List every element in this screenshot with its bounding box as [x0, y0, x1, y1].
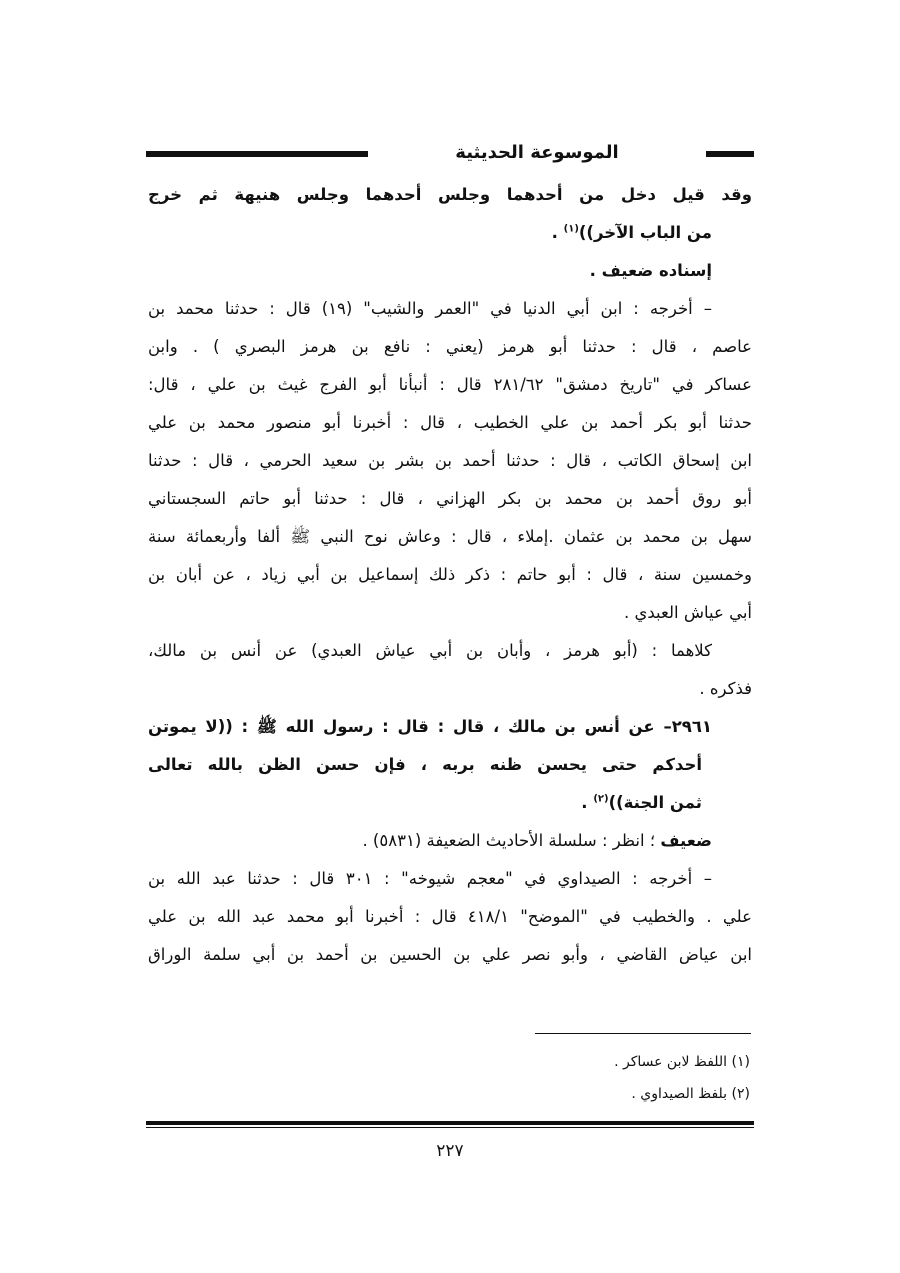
footer-rule-thick — [146, 1121, 754, 1125]
footer-rule-thin — [146, 1127, 754, 1128]
footnotes — [150, 1046, 750, 1110]
running-header — [146, 142, 754, 166]
grading-line — [148, 822, 752, 860]
text-line: – أخرجه : الصيداوي في "معجم شيوخه" : ٣٠١ قال : حدثنا عبد الله بن — [148, 869, 712, 888]
text-line: أبي عياش العبدي . — [623, 603, 752, 622]
text-line — [148, 214, 752, 252]
text-line: حدثنا أبو بكر أحمد بن علي الخطيب ، قال : أخبرنا أبو منصور محمد بن علي — [148, 413, 752, 432]
grading-line: إسناده ضعيف . — [589, 261, 712, 280]
main-text — [148, 176, 752, 974]
text-line: – أخرجه : ابن أبي الدنيا في "العمر والشيب" (١٩) قال : حدثنا محمد بن — [148, 299, 712, 318]
page-number: ٢٢٧ — [436, 1141, 464, 1161]
hadith-text: أحدكم حتى يحسن ظنه بربه ، فإن حسن الظن بالله تعالى — [148, 755, 702, 774]
text-line: علي . والخطيب في "الموضح" ٤١٨/١ قال : أخبرنا أبو محمد عبد الله بن علي — [148, 907, 752, 926]
footnote-ref-2[interactable]: (٢) — [593, 793, 609, 805]
text-line: عاصم ، قال : حدثنا أبو هرمز (يعني : نافع بن هرمز البصري ) . وابن — [148, 337, 752, 356]
hadith-heading: ٢٩٦١– عن أنس بن مالك ، قال : قال : رسول الله ﷺ : ((لا يموتن — [148, 717, 712, 736]
header-rule-right — [706, 151, 754, 157]
header-rule-left — [146, 151, 368, 157]
text-line: فذكره . — [699, 679, 752, 698]
footnote-separator — [535, 1033, 751, 1034]
footnote-1: (١) اللفظ لابن عساكر . — [614, 1054, 750, 1070]
hadith-text: ثمن الجنة)) — [608, 793, 702, 812]
hadith-text: من الباب الآخر)) — [578, 223, 712, 242]
footnote-ref-1[interactable]: (١) — [563, 223, 579, 235]
header-title: الموسوعة الحديثية — [455, 142, 619, 163]
text-line: وخمسين سنة ، قال : أبو حاتم : ذكر ذلك إسماعيل بن أبي زياد ، عن أبان بن — [148, 565, 752, 584]
text-line: وقد قيل دخل من أحدهما وجلس أحدهما وجلس هنيهة ثم خرج — [148, 185, 752, 204]
text-line: ابن إسحاق الكاتب ، قال : حدثنا أحمد بن بشر بن سعيد الحرمي ، قال : حدثنا — [148, 451, 752, 470]
text-line: كلاهما : (أبو هرمز ، وأبان بن أبي عياش العبدي) عن أنس بن مالك، — [148, 641, 712, 660]
grading-reference: ؛ انظر : سلسلة الأحاديث الضعيفة (٥٨٣١) . — [362, 831, 656, 850]
line-end: . — [581, 793, 594, 812]
text-line: ابن عياض القاضي ، وأبو نصر علي بن الحسين بن أحمد بن أبي سلمة الوراق — [148, 945, 752, 964]
grading-label: ضعيف — [660, 831, 712, 850]
footnote-2: (٢) بلفظ الصيداوي . — [631, 1086, 750, 1102]
text-line — [148, 784, 752, 822]
text-line: عساكر في "تاريخ دمشق" ٢٨١/٦٢ قال : أنبأنا أبو الفرج غيث بن علي ، قال: — [148, 375, 752, 394]
text-line: أبو روق أحمد بن محمد بن بكر الهزاني ، قال : حدثنا أبو حاتم السجستاني — [148, 489, 752, 508]
text-line: سهل بن محمد بن عثمان .إملاء ، قال : وعاش نوح النبي ﷺ ألفا وأربعمائة سنة — [148, 527, 752, 546]
line-end: . — [551, 223, 564, 242]
